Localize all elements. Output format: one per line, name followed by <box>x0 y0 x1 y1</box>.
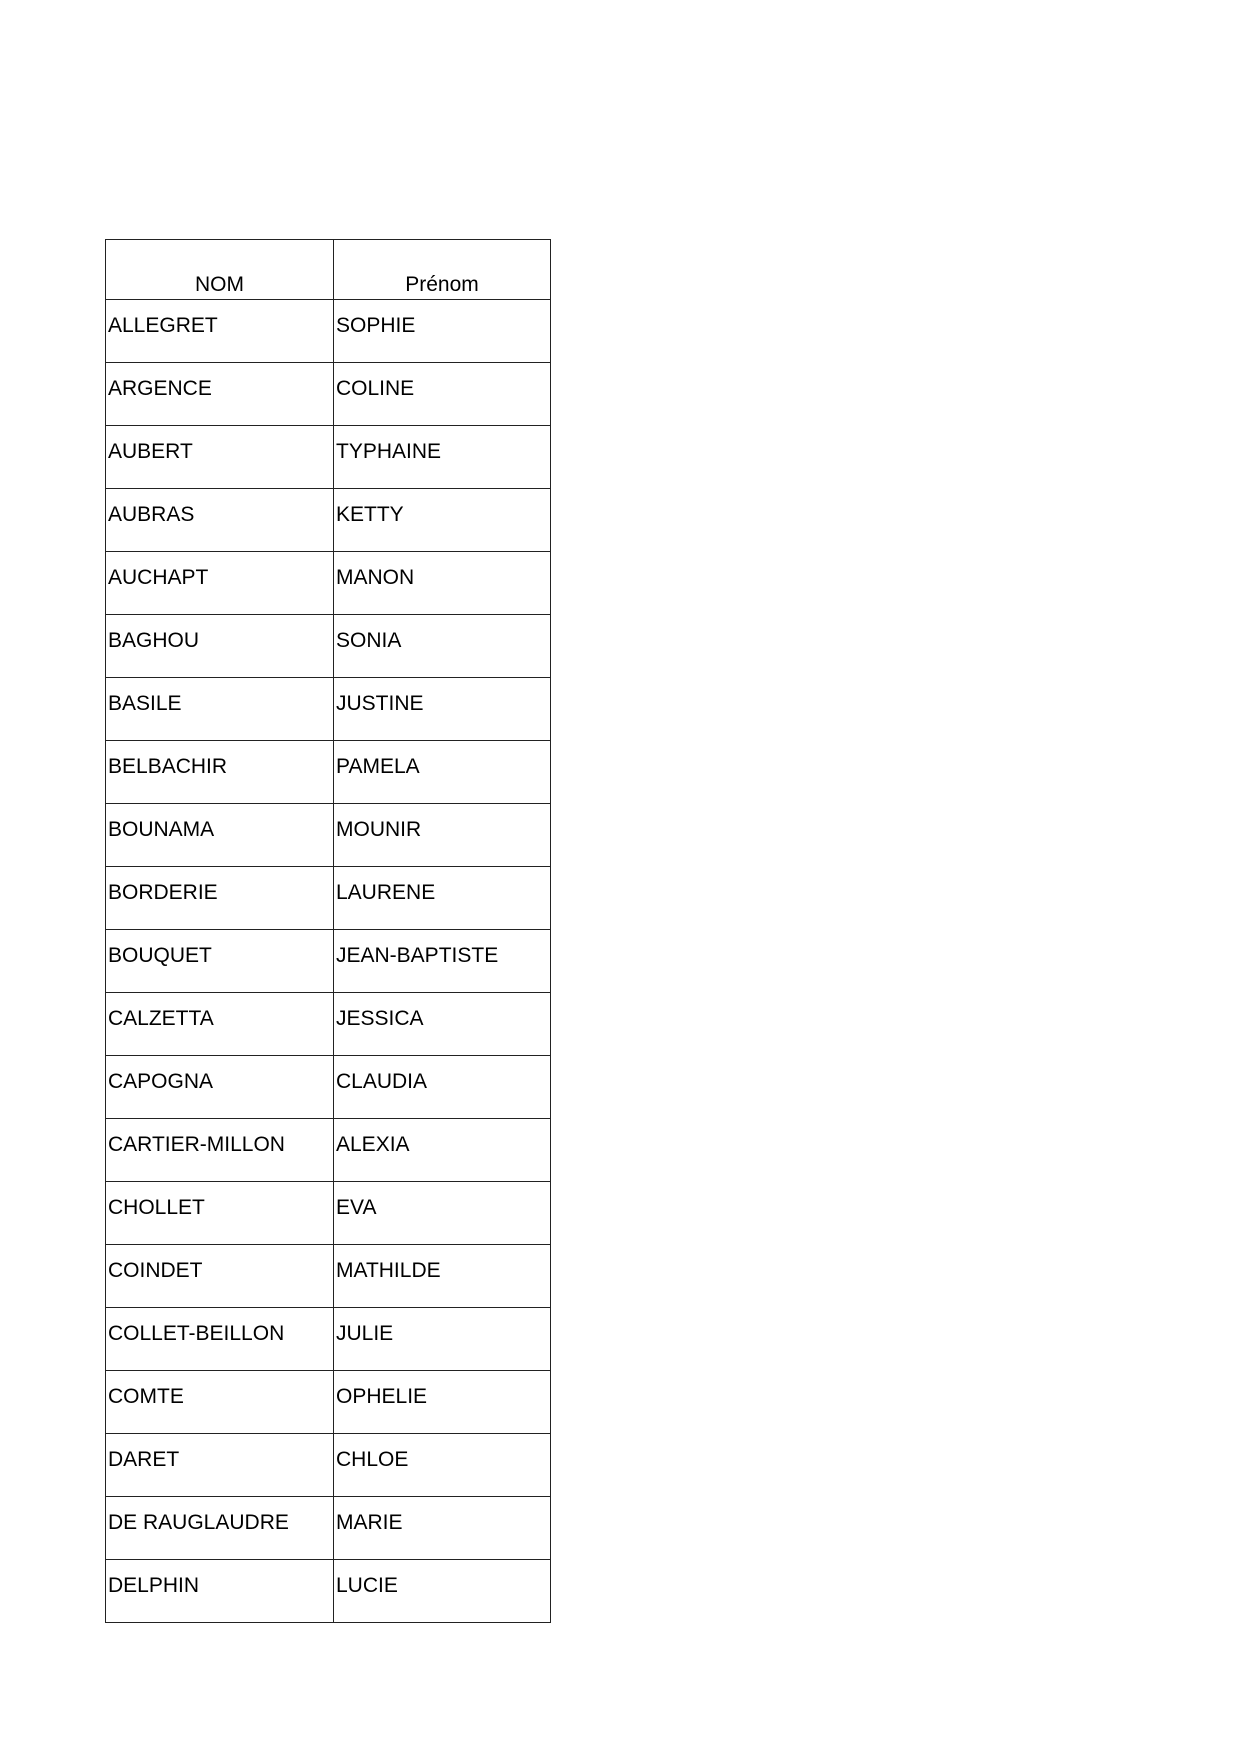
cell-prenom: KETTY <box>334 489 551 552</box>
names-table <box>105 239 551 1623</box>
table-row <box>106 1182 551 1245</box>
cell-nom: AUBERT <box>106 426 334 489</box>
cell-nom: ARGENCE <box>106 363 334 426</box>
cell-nom: BORDERIE <box>106 867 334 930</box>
table-row <box>106 552 551 615</box>
cell-prenom: ALEXIA <box>334 1119 551 1182</box>
cell-nom: BOUQUET <box>106 930 334 993</box>
cell-nom: COINDET <box>106 1245 334 1308</box>
cell-prenom: OPHELIE <box>334 1371 551 1434</box>
cell-prenom: MARIE <box>334 1497 551 1560</box>
table-row <box>106 867 551 930</box>
table-row <box>106 1245 551 1308</box>
table-row <box>106 363 551 426</box>
cell-nom: CALZETTA <box>106 993 334 1056</box>
cell-nom: AUCHAPT <box>106 552 334 615</box>
cell-nom: ALLEGRET <box>106 300 334 363</box>
cell-nom: COMTE <box>106 1371 334 1434</box>
table-row <box>106 615 551 678</box>
table-row <box>106 678 551 741</box>
table-row <box>106 1371 551 1434</box>
table-row <box>106 993 551 1056</box>
table-row <box>106 1497 551 1560</box>
table-row <box>106 804 551 867</box>
table-row <box>106 300 551 363</box>
cell-prenom: COLINE <box>334 363 551 426</box>
table-row <box>106 1119 551 1182</box>
cell-prenom: LUCIE <box>334 1560 551 1623</box>
cell-prenom: JESSICA <box>334 993 551 1056</box>
cell-nom: CHOLLET <box>106 1182 334 1245</box>
cell-prenom: TYPHAINE <box>334 426 551 489</box>
table-body <box>106 300 551 1623</box>
table-header-row <box>106 240 551 300</box>
table-row <box>106 1056 551 1119</box>
table-row <box>106 1560 551 1623</box>
table-row <box>106 489 551 552</box>
cell-prenom: LAURENE <box>334 867 551 930</box>
cell-nom: CARTIER-MILLON <box>106 1119 334 1182</box>
cell-prenom: MATHILDE <box>334 1245 551 1308</box>
cell-nom: BAGHOU <box>106 615 334 678</box>
cell-nom: CAPOGNA <box>106 1056 334 1119</box>
cell-nom: BASILE <box>106 678 334 741</box>
header-nom: NOM <box>106 240 334 300</box>
table-row <box>106 1434 551 1497</box>
cell-prenom: JUSTINE <box>334 678 551 741</box>
cell-nom: AUBRAS <box>106 489 334 552</box>
cell-prenom: SOPHIE <box>334 300 551 363</box>
cell-nom: DELPHIN <box>106 1560 334 1623</box>
cell-prenom: JEAN-BAPTISTE <box>334 930 551 993</box>
cell-nom: BOUNAMA <box>106 804 334 867</box>
cell-nom: BELBACHIR <box>106 741 334 804</box>
cell-prenom: JULIE <box>334 1308 551 1371</box>
table-row <box>106 930 551 993</box>
cell-prenom: CHLOE <box>334 1434 551 1497</box>
cell-prenom: MOUNIR <box>334 804 551 867</box>
cell-prenom: PAMELA <box>334 741 551 804</box>
cell-prenom: MANON <box>334 552 551 615</box>
table-row <box>106 1308 551 1371</box>
cell-prenom: EVA <box>334 1182 551 1245</box>
table-row <box>106 741 551 804</box>
header-prenom: Prénom <box>334 240 551 300</box>
table-row <box>106 426 551 489</box>
cell-prenom: CLAUDIA <box>334 1056 551 1119</box>
cell-nom: DARET <box>106 1434 334 1497</box>
cell-nom: COLLET-BEILLON <box>106 1308 334 1371</box>
cell-nom: DE RAUGLAUDRE <box>106 1497 334 1560</box>
cell-prenom: SONIA <box>334 615 551 678</box>
